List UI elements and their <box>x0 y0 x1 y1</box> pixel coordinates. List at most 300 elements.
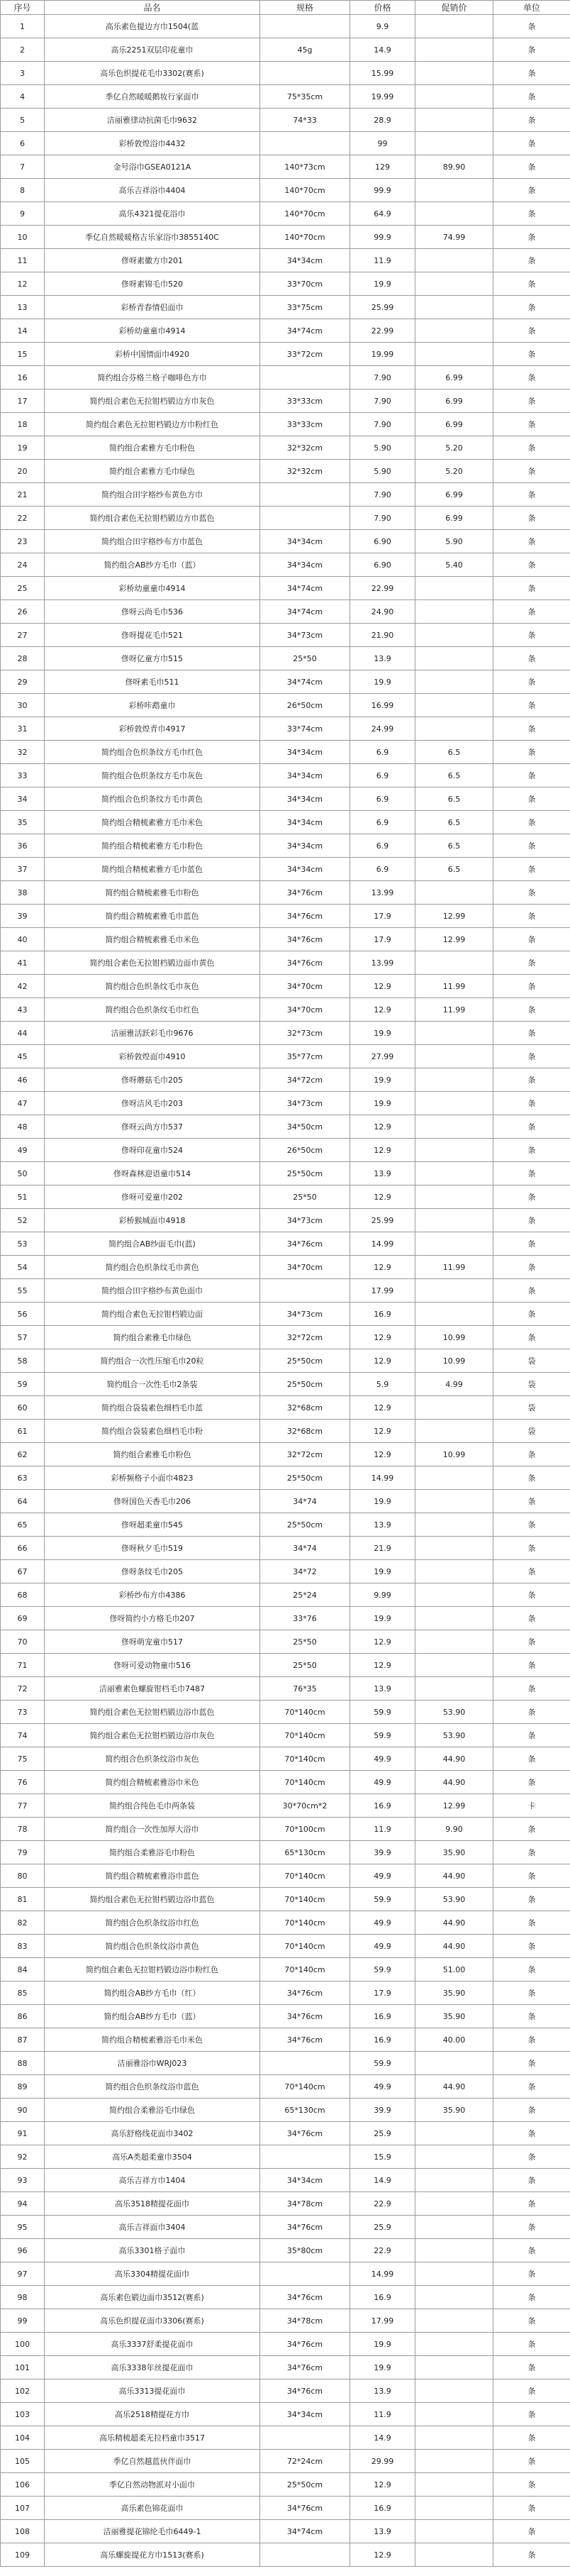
cell-price: 17.9 <box>350 928 415 951</box>
cell-index: 55 <box>1 1279 45 1303</box>
cell-spec: 70*140cm <box>260 1935 350 1958</box>
cell-name: 简约组合精梳素雅毛巾蓝色 <box>45 905 260 928</box>
cell-price: 19.99 <box>350 85 415 109</box>
cell-index: 92 <box>1 2145 45 2169</box>
cell-spec <box>260 1279 350 1303</box>
cell-spec: 34*74 <box>260 1490 350 1513</box>
cell-index: 82 <box>1 1911 45 1935</box>
cell-unit: 条 <box>493 577 570 600</box>
cell-spec <box>260 507 350 530</box>
cell-index: 69 <box>1 1607 45 1630</box>
cell-name: 季亿自然暖暖鹅妆行家面巾 <box>45 85 260 109</box>
cell-unit: 条 <box>493 1045 570 1068</box>
cell-promo <box>415 179 493 202</box>
cell-unit: 条 <box>493 15 570 38</box>
cell-price: 39.9 <box>350 2099 415 2122</box>
cell-index: 83 <box>1 1935 45 1958</box>
cell-unit: 条 <box>493 2216 570 2239</box>
cell-price: 13.9 <box>350 1513 415 1537</box>
cell-index: 89 <box>1 2075 45 2099</box>
table-row <box>1 2520 570 2543</box>
table-row <box>1 858 570 881</box>
cell-index: 28 <box>1 647 45 670</box>
cell-unit: 条 <box>493 2169 570 2192</box>
cell-name: 高乐3301格子面巾 <box>45 2239 260 2262</box>
cell-spec: 25*50cm <box>260 2473 350 2497</box>
table-row <box>1 296 570 319</box>
cell-unit: 条 <box>493 1185 570 1209</box>
cell-index: 35 <box>1 811 45 834</box>
cell-name: 高乐3304精提花面巾 <box>45 2262 260 2286</box>
cell-unit: 条 <box>493 1654 570 1677</box>
cell-index: 39 <box>1 905 45 928</box>
cell-promo: 4.99 <box>415 1373 493 1396</box>
cell-unit: 条 <box>493 1326 570 1349</box>
cell-spec: 34*34cm <box>260 2169 350 2192</box>
cell-name: 彩桥敦煌青巾4917 <box>45 717 260 741</box>
table-row <box>1 343 570 366</box>
table-row <box>1 460 570 483</box>
cell-name: 简约组合精梳素雅毛巾粉色 <box>45 881 260 905</box>
cell-index: 61 <box>1 1420 45 1443</box>
cell-promo: 6.99 <box>415 483 493 507</box>
cell-price: 24.90 <box>350 600 415 624</box>
cell-spec <box>260 62 350 85</box>
table-row <box>1 1092 570 1115</box>
cell-name: 高乐舒格线花面巾3402 <box>45 2122 260 2145</box>
cell-promo <box>415 1607 493 1630</box>
cell-name: 简约组合色织条纹浴巾灰色 <box>45 1747 260 1771</box>
cell-index: 21 <box>1 483 45 507</box>
cell-unit: 条 <box>493 2075 570 2099</box>
cell-index: 29 <box>1 670 45 694</box>
cell-promo <box>415 2403 493 2426</box>
table-row <box>1 38 570 62</box>
cell-promo: 74.99 <box>415 226 493 249</box>
table-row <box>1 132 570 155</box>
cell-unit: 条 <box>493 2099 570 2122</box>
cell-index: 45 <box>1 1045 45 1068</box>
cell-promo: 9.90 <box>415 1818 493 1841</box>
cell-promo <box>415 1396 493 1420</box>
cell-index: 6 <box>1 132 45 155</box>
cell-name: 简约组合柔雅浴毛巾粉色 <box>45 1841 260 1864</box>
cell-name: 简约组合AB纱方毛巾（蓝） <box>45 553 260 577</box>
cell-unit: 条 <box>493 600 570 624</box>
cell-spec <box>260 2426 350 2450</box>
table-row <box>1 811 570 834</box>
cell-unit: 条 <box>493 764 570 787</box>
cell-spec: 25*50 <box>260 1654 350 1677</box>
cell-spec: 32*72cm <box>260 1326 350 1349</box>
cell-promo: 40.00 <box>415 2028 493 2052</box>
table-row <box>1 272 570 296</box>
cell-name: 简约组合精梳素雅浴巾蓝色 <box>45 1864 260 1888</box>
cell-index: 71 <box>1 1654 45 1677</box>
cell-unit: 条 <box>493 1537 570 1560</box>
table-row <box>1 109 570 132</box>
table-row <box>1 2239 570 2262</box>
cell-price: 28.9 <box>350 109 415 132</box>
cell-unit: 条 <box>493 2262 570 2286</box>
cell-unit: 条 <box>493 1911 570 1935</box>
table-row <box>1 1279 570 1303</box>
cell-unit: 条 <box>493 1981 570 2005</box>
cell-promo <box>415 1537 493 1560</box>
table-row <box>1 1958 570 1981</box>
table-row <box>1 1654 570 1677</box>
cell-unit: 条 <box>493 507 570 530</box>
cell-index: 20 <box>1 460 45 483</box>
cell-index: 14 <box>1 319 45 343</box>
cell-price: 19.9 <box>350 2356 415 2379</box>
table-row <box>1 1068 570 1092</box>
cell-index: 13 <box>1 296 45 319</box>
cell-index: 15 <box>1 343 45 366</box>
cell-price: 19.9 <box>350 2333 415 2356</box>
cell-unit: 条 <box>493 694 570 717</box>
cell-spec: 33*75cm <box>260 296 350 319</box>
cell-spec: 34*73cm <box>260 1092 350 1115</box>
cell-index: 59 <box>1 1373 45 1396</box>
cell-name: 简约组合素雅毛巾粉色 <box>45 1443 260 1466</box>
cell-promo: 5.20 <box>415 460 493 483</box>
cell-spec: 34*34cm <box>260 787 350 811</box>
cell-name: 简约组合精梳素雅浴毛巾米色 <box>45 2028 260 2052</box>
cell-unit: 条 <box>493 2520 570 2543</box>
cell-index: 48 <box>1 1115 45 1139</box>
table-row <box>1 62 570 85</box>
cell-price: 59.9 <box>350 1958 415 1981</box>
cell-index: 57 <box>1 1326 45 1349</box>
cell-unit: 袋 <box>493 1420 570 1443</box>
cell-unit: 条 <box>493 1771 570 1794</box>
cell-unit: 条 <box>493 436 570 460</box>
cell-promo <box>415 2497 493 2520</box>
cell-unit: 条 <box>493 179 570 202</box>
cell-price: 7.90 <box>350 413 415 436</box>
cell-unit: 条 <box>493 2403 570 2426</box>
cell-index: 99 <box>1 2309 45 2333</box>
cell-price: 22.99 <box>350 577 415 600</box>
cell-promo: 10.99 <box>415 1349 493 1373</box>
table-row <box>1 1630 570 1654</box>
table-row <box>1 1888 570 1911</box>
cell-name: 季亿自然越蓝伙伴面巾 <box>45 2450 260 2473</box>
table-row <box>1 1185 570 1209</box>
cell-name: 简约组合田字格纱布黄色方巾 <box>45 483 260 507</box>
cell-index: 43 <box>1 998 45 1022</box>
cell-promo <box>415 272 493 296</box>
cell-unit: 条 <box>493 1607 570 1630</box>
cell-price: 19.9 <box>350 1607 415 1630</box>
cell-name: 高乐精梳超柔无拉档童巾3517 <box>45 2426 260 2450</box>
cell-promo: 10.99 <box>415 1326 493 1349</box>
cell-price: 6.9 <box>350 741 415 764</box>
cell-price: 14.99 <box>350 1232 415 1256</box>
cell-unit: 条 <box>493 155 570 179</box>
cell-name: 简约组合素色无拉钳档锻边浴巾蓝色 <box>45 1888 260 1911</box>
cell-promo <box>415 343 493 366</box>
cell-index: 44 <box>1 1022 45 1045</box>
cell-unit: 条 <box>493 1209 570 1232</box>
cell-promo: 89.90 <box>415 155 493 179</box>
header-name: 品名 <box>45 1 260 15</box>
cell-spec: 34*34cm <box>260 764 350 787</box>
cell-price: 12.9 <box>350 975 415 998</box>
cell-index: 56 <box>1 1303 45 1326</box>
cell-index: 87 <box>1 2028 45 2052</box>
cell-promo: 35.90 <box>415 1841 493 1864</box>
cell-name: 彩桥猴城面巾4918 <box>45 1209 260 1232</box>
cell-promo: 35.90 <box>415 2005 493 2028</box>
cell-spec: 34*74cm <box>260 319 350 343</box>
cell-price: 7.90 <box>350 507 415 530</box>
cell-name: 高乐色织提花面巾3306(赛系) <box>45 2309 260 2333</box>
cell-spec: 140*70cm <box>260 179 350 202</box>
cell-promo <box>415 1560 493 1583</box>
cell-index: 40 <box>1 928 45 951</box>
cell-price: 17.9 <box>350 1981 415 2005</box>
cell-price: 16.9 <box>350 2005 415 2028</box>
cell-name: 简约组合素色无拉钳档锻边方巾粉红色 <box>45 413 260 436</box>
cell-name: 简约组合田字格纱布方巾蓝色 <box>45 530 260 553</box>
cell-price: 12.9 <box>350 1654 415 1677</box>
cell-index: 58 <box>1 1349 45 1373</box>
cell-price: 22.99 <box>350 319 415 343</box>
cell-index: 95 <box>1 2216 45 2239</box>
cell-promo: 44.90 <box>415 1935 493 1958</box>
cell-spec: 70*140cm <box>260 1911 350 1935</box>
cell-promo <box>415 694 493 717</box>
cell-promo: 5.20 <box>415 436 493 460</box>
cell-unit: 条 <box>493 319 570 343</box>
table-row <box>1 2005 570 2028</box>
cell-price: 19.9 <box>350 1022 415 1045</box>
cell-promo <box>415 62 493 85</box>
cell-unit: 条 <box>493 389 570 413</box>
table-row <box>1 1349 570 1373</box>
cell-price: 12.9 <box>350 1185 415 1209</box>
cell-promo <box>415 1420 493 1443</box>
cell-unit: 条 <box>493 2239 570 2262</box>
cell-price: 11.9 <box>350 2403 415 2426</box>
cell-promo <box>415 1068 493 1092</box>
cell-spec: 34*74cm <box>260 577 350 600</box>
table-row <box>1 694 570 717</box>
cell-spec: 35*77cm <box>260 1045 350 1068</box>
cell-promo: 12.99 <box>415 928 493 951</box>
cell-name: 俢呀森林迎语童巾514 <box>45 1162 260 1185</box>
cell-index: 84 <box>1 1958 45 1981</box>
cell-spec: 34*34cm <box>260 530 350 553</box>
cell-spec: 34*76cm <box>260 2379 350 2403</box>
cell-unit: 条 <box>493 624 570 647</box>
table-row <box>1 1724 570 1747</box>
cell-unit: 条 <box>493 647 570 670</box>
cell-index: 60 <box>1 1396 45 1420</box>
cell-index: 66 <box>1 1537 45 1560</box>
table-row <box>1 389 570 413</box>
cell-name: 彩桥青春情侣面巾 <box>45 296 260 319</box>
cell-price: 6.9 <box>350 834 415 858</box>
cell-spec: 34*76cm <box>260 881 350 905</box>
table-row <box>1 1583 570 1607</box>
cell-spec: 34*34cm <box>260 249 350 272</box>
cell-name: 俢呀云尚毛巾536 <box>45 600 260 624</box>
cell-spec: 34*76cm <box>260 1232 350 1256</box>
cell-price: 27.99 <box>350 1045 415 1068</box>
cell-price: 7.90 <box>350 366 415 389</box>
cell-spec: 70*140cm <box>260 1747 350 1771</box>
cell-spec: 34*76cm <box>260 2333 350 2356</box>
cell-spec: 25*50 <box>260 1185 350 1209</box>
cell-name: 简约组合素色无拉钳档锻边方巾灰色 <box>45 389 260 413</box>
cell-unit: 条 <box>493 1513 570 1537</box>
cell-spec: 72*24cm <box>260 2450 350 2473</box>
cell-index: 65 <box>1 1513 45 1537</box>
cell-price: 25.9 <box>350 2122 415 2145</box>
cell-spec: 140*70cm <box>260 226 350 249</box>
cell-unit: 条 <box>493 249 570 272</box>
table-row <box>1 1794 570 1818</box>
cell-name: 俢呀洁风毛巾203 <box>45 1092 260 1115</box>
table-row <box>1 2122 570 2145</box>
cell-index: 72 <box>1 1677 45 1701</box>
cell-spec: 34*74cm <box>260 600 350 624</box>
cell-index: 5 <box>1 109 45 132</box>
cell-spec: 34*76cm <box>260 928 350 951</box>
cell-spec: 34*76cm <box>260 905 350 928</box>
cell-index: 49 <box>1 1139 45 1162</box>
cell-unit: 条 <box>493 2379 570 2403</box>
cell-unit: 条 <box>493 530 570 553</box>
cell-index: 51 <box>1 1185 45 1209</box>
cell-price: 39.9 <box>350 1841 415 1864</box>
cell-unit: 条 <box>493 787 570 811</box>
cell-index: 80 <box>1 1864 45 1888</box>
cell-price: 99.9 <box>350 179 415 202</box>
cell-promo <box>415 2192 493 2216</box>
cell-name: 高乐3338年丝提花面巾 <box>45 2356 260 2379</box>
cell-name: 俢呀超柔童巾545 <box>45 1513 260 1537</box>
cell-name: 俢呀可爱童巾202 <box>45 1185 260 1209</box>
cell-index: 19 <box>1 436 45 460</box>
cell-unit: 条 <box>493 202 570 226</box>
cell-name: 简约组合AB纱方毛巾（蓝） <box>45 2005 260 2028</box>
cell-unit: 条 <box>493 553 570 577</box>
table-row <box>1 2262 570 2286</box>
cell-spec: 34*76cm <box>260 2497 350 2520</box>
cell-unit: 条 <box>493 38 570 62</box>
cell-price: 64.9 <box>350 202 415 226</box>
table-row <box>1 1701 570 1724</box>
cell-price: 13.9 <box>350 1162 415 1185</box>
cell-promo <box>415 319 493 343</box>
table-row <box>1 741 570 764</box>
cell-promo: 6.99 <box>415 389 493 413</box>
cell-promo <box>415 670 493 694</box>
cell-unit: 条 <box>493 1583 570 1607</box>
cell-index: 10 <box>1 226 45 249</box>
cell-spec: 25*50cm <box>260 1466 350 1490</box>
table-row <box>1 2145 570 2169</box>
table-row <box>1 413 570 436</box>
table-row <box>1 2473 570 2497</box>
cell-spec: 30*70cm*2 <box>260 1794 350 1818</box>
cell-promo: 44.90 <box>415 1747 493 1771</box>
cell-spec: 34*34cm <box>260 834 350 858</box>
cell-name: 洁丽雅提花锦纶毛巾6449-1 <box>45 2520 260 2543</box>
cell-promo <box>415 1162 493 1185</box>
table-row <box>1 1818 570 1841</box>
cell-promo: 5.90 <box>415 530 493 553</box>
cell-unit: 条 <box>493 1864 570 1888</box>
cell-promo: 53.90 <box>415 1701 493 1724</box>
cell-name: 简约组合田字格纱布黄色面巾 <box>45 1279 260 1303</box>
cell-price: 13.99 <box>350 951 415 975</box>
cell-name: 俢呀提花毛巾521 <box>45 624 260 647</box>
cell-unit: 条 <box>493 1232 570 1256</box>
table-row <box>1 1911 570 1935</box>
cell-spec: 33*74cm <box>260 717 350 741</box>
cell-price: 14.99 <box>350 1466 415 1490</box>
cell-promo: 11.99 <box>415 975 493 998</box>
cell-price: 14.99 <box>350 2262 415 2286</box>
cell-promo <box>415 1279 493 1303</box>
cell-index: 27 <box>1 624 45 647</box>
cell-spec: 34*74 <box>260 1537 350 1560</box>
cell-spec: 34*34cm <box>260 553 350 577</box>
cell-unit: 条 <box>493 1724 570 1747</box>
cell-price: 25.99 <box>350 296 415 319</box>
cell-promo: 35.90 <box>415 1981 493 2005</box>
cell-index: 77 <box>1 1794 45 1818</box>
cell-price: 9.99 <box>350 1583 415 1607</box>
cell-index: 98 <box>1 2286 45 2309</box>
cell-spec: 34*34cm <box>260 858 350 881</box>
cell-name: 俢呀国色天香毛巾206 <box>45 1490 260 1513</box>
cell-unit: 条 <box>493 1935 570 1958</box>
table-row <box>1 1677 570 1701</box>
table-row <box>1 2426 570 2450</box>
cell-name: 俢呀云尚方巾537 <box>45 1115 260 1139</box>
cell-spec <box>260 2145 350 2169</box>
cell-index: 88 <box>1 2052 45 2075</box>
table-row <box>1 717 570 741</box>
cell-name: 高乐3313提花面巾 <box>45 2379 260 2403</box>
cell-spec: 74*33 <box>260 109 350 132</box>
cell-name: 洁丽雅律动抗菌毛巾9632 <box>45 109 260 132</box>
table-row <box>1 530 570 553</box>
cell-unit: 条 <box>493 928 570 951</box>
cell-unit: 条 <box>493 1115 570 1139</box>
cell-unit: 条 <box>493 1092 570 1115</box>
cell-spec: 32*73cm <box>260 1022 350 1045</box>
cell-spec: 25*50cm <box>260 1373 350 1396</box>
header-price: 价格 <box>350 1 415 15</box>
cell-index: 90 <box>1 2099 45 2122</box>
cell-price: 17.9 <box>350 905 415 928</box>
cell-name: 简约组合素色无拉钳档锻边浴巾粉红色 <box>45 1958 260 1981</box>
cell-name: 简约组合色织条纹浴巾黄色 <box>45 1935 260 1958</box>
table-row <box>1 1513 570 1537</box>
cell-promo <box>415 1232 493 1256</box>
cell-spec: 34*76cm <box>260 2356 350 2379</box>
table-row <box>1 366 570 389</box>
cell-unit: 条 <box>493 109 570 132</box>
cell-index: 38 <box>1 881 45 905</box>
